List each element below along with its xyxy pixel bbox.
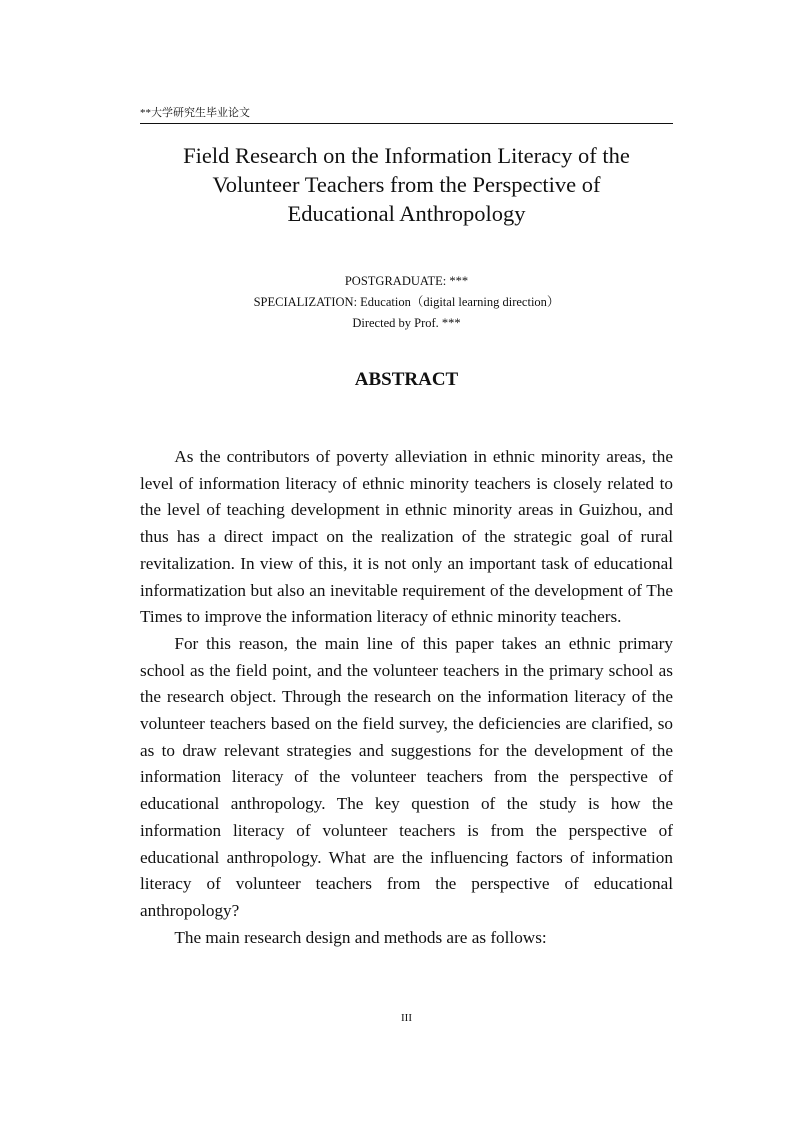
thesis-title xyxy=(140,141,673,228)
author-info xyxy=(140,271,673,334)
abstract-body xyxy=(140,444,673,951)
abstract-heading: ABSTRACT xyxy=(354,369,459,390)
title-line-1: Field Research on the Information Literacy of the xyxy=(183,143,630,168)
postgraduate-line: POSTGRADUATE: *** xyxy=(344,274,469,288)
header-rule xyxy=(140,123,673,124)
running-header: **大学研究生毕业论文 xyxy=(140,107,250,119)
page-number: III xyxy=(401,1012,412,1024)
title-line-3: Educational Anthropology xyxy=(287,201,526,226)
title-line-2: Volunteer Teachers from the Perspective of xyxy=(212,172,601,197)
specialization-line: SPECIALIZATION: Education（digital learning direction） xyxy=(253,295,560,309)
abstract-paragraph-1: As the contributors of poverty alleviation in ethnic minority areas, the level of information literacy of ethnic minority teachers is closely related to the level of teaching development in ethnic minority areas in Guizhou, and thus has a direct impact on the realization of the strategic goal of rural revitalization. In view of this, it is not only an important task of educational informatization but also an inevitable requirement of the development of The Times to improve the information literacy of ethnic minority teachers. xyxy=(140,447,673,627)
abstract-paragraph-2: For this reason, the main line of this paper takes an ethnic primary school as the field point, and the volunteer teachers in the primary school as the research object. Through the research on the information literacy of the volunteer teachers based on the field survey, the deficiencies are clarified, so as to draw relevant strategies and suggestions for the development of the information literacy of the volunteer teachers from the perspective of educational anthropology. The key question of the study is how the information literacy of volunteer teachers is from the perspective of educational anthropology. What are the influencing factors of information literacy of volunteer teachers from the perspective of educational anthropology? xyxy=(140,633,673,920)
abstract-paragraph-3: The main research design and methods are as follows: xyxy=(174,927,547,947)
director-line: Directed by Prof. *** xyxy=(352,316,461,330)
